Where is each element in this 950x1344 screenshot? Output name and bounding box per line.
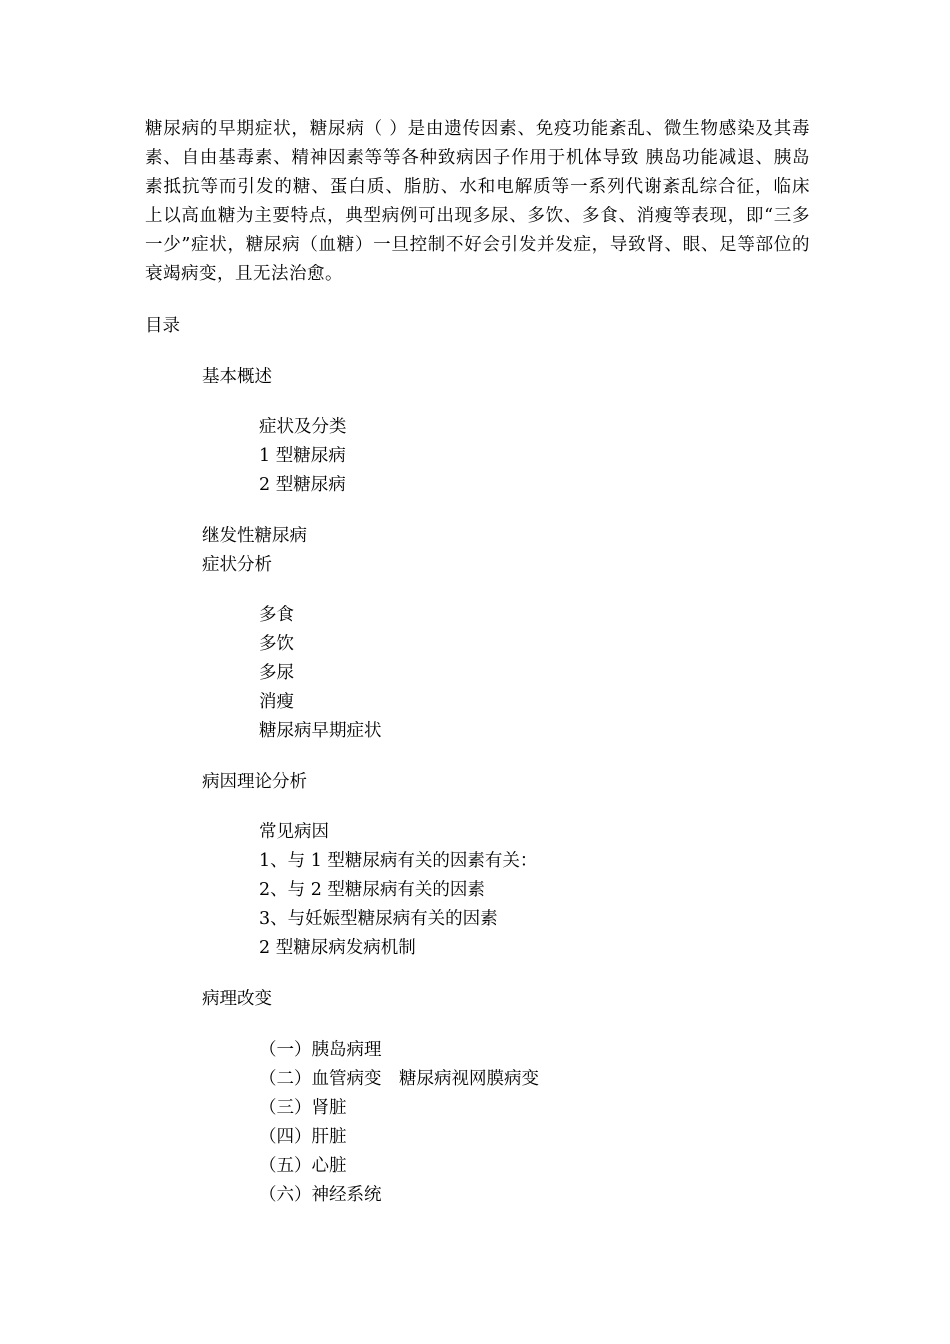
toc-item-heart: （五）心脏 [259,1156,347,1176]
toc-item-kidney: （三）肾脏 [259,1098,347,1118]
toc-item-polydipsia: 多饮 [259,634,294,654]
toc-item-nervous-system: （六）神经系统 [259,1185,382,1205]
toc-item-islet-pathology: （一）胰岛病理 [259,1040,382,1060]
toc-item-gestational-factors: 3、与妊娠型糖尿病有关的因素 [259,909,498,929]
toc-heading: 目录 [145,316,180,336]
toc-item-type2-factors: 2、与 2 型糖尿病有关的因素 [259,880,485,900]
toc-item-polyphagia: 多食 [259,605,294,625]
toc-item-type2: 2 型糖尿病 [259,475,346,495]
toc-item-basic-overview: 基本概述 [202,367,272,387]
toc-item-type2-mechanism: 2 型糖尿病发病机制 [259,938,416,958]
toc-item-weight-loss: 消瘦 [259,692,294,712]
toc-item-common-causes: 常见病因 [259,822,329,842]
toc-item-secondary-diabetes: 继发性糖尿病 [202,526,307,546]
toc-item-vascular-lesions: （二）血管病变 糖尿病视网膜病变 [259,1069,539,1089]
toc-item-symptom-analysis: 症状分析 [202,555,272,575]
toc-item-liver: （四）肝脏 [259,1127,347,1147]
toc-item-symptoms-classification: 症状及分类 [259,417,347,437]
toc-item-pathological-changes: 病理改变 [202,989,272,1009]
toc-item-early-symptoms: 糖尿病早期症状 [259,721,382,741]
toc-item-etiology-analysis: 病因理论分析 [202,772,307,792]
toc-item-type1-factors: 1、与 1 型糖尿病有关的因素有关： [259,851,538,871]
toc-item-type1: 1 型糖尿病 [259,446,346,466]
intro-paragraph: 糖尿病的早期症状，糖尿病（ ）是由遗传因素、免疫功能紊乱、微生物感染及其毒素、自由基毒素、精神因素等等各种致病因子作用于机体导致 胰岛功能减退、胰岛素抵抗等而引发的糖、蛋白质、脂肪、水和电解质等一系列代谢紊乱综合征，临床上以高血糖为主要特点，典型病例可出现多尿、多饮、多食、消瘦等表现，即“三多一少”症状，糖尿病（血糖）一旦控制不好会引发并发症，导致肾、眼、足等部位的衰竭病变，且无法治愈。 [145,119,810,284]
toc-item-polyuria: 多尿 [259,663,294,683]
